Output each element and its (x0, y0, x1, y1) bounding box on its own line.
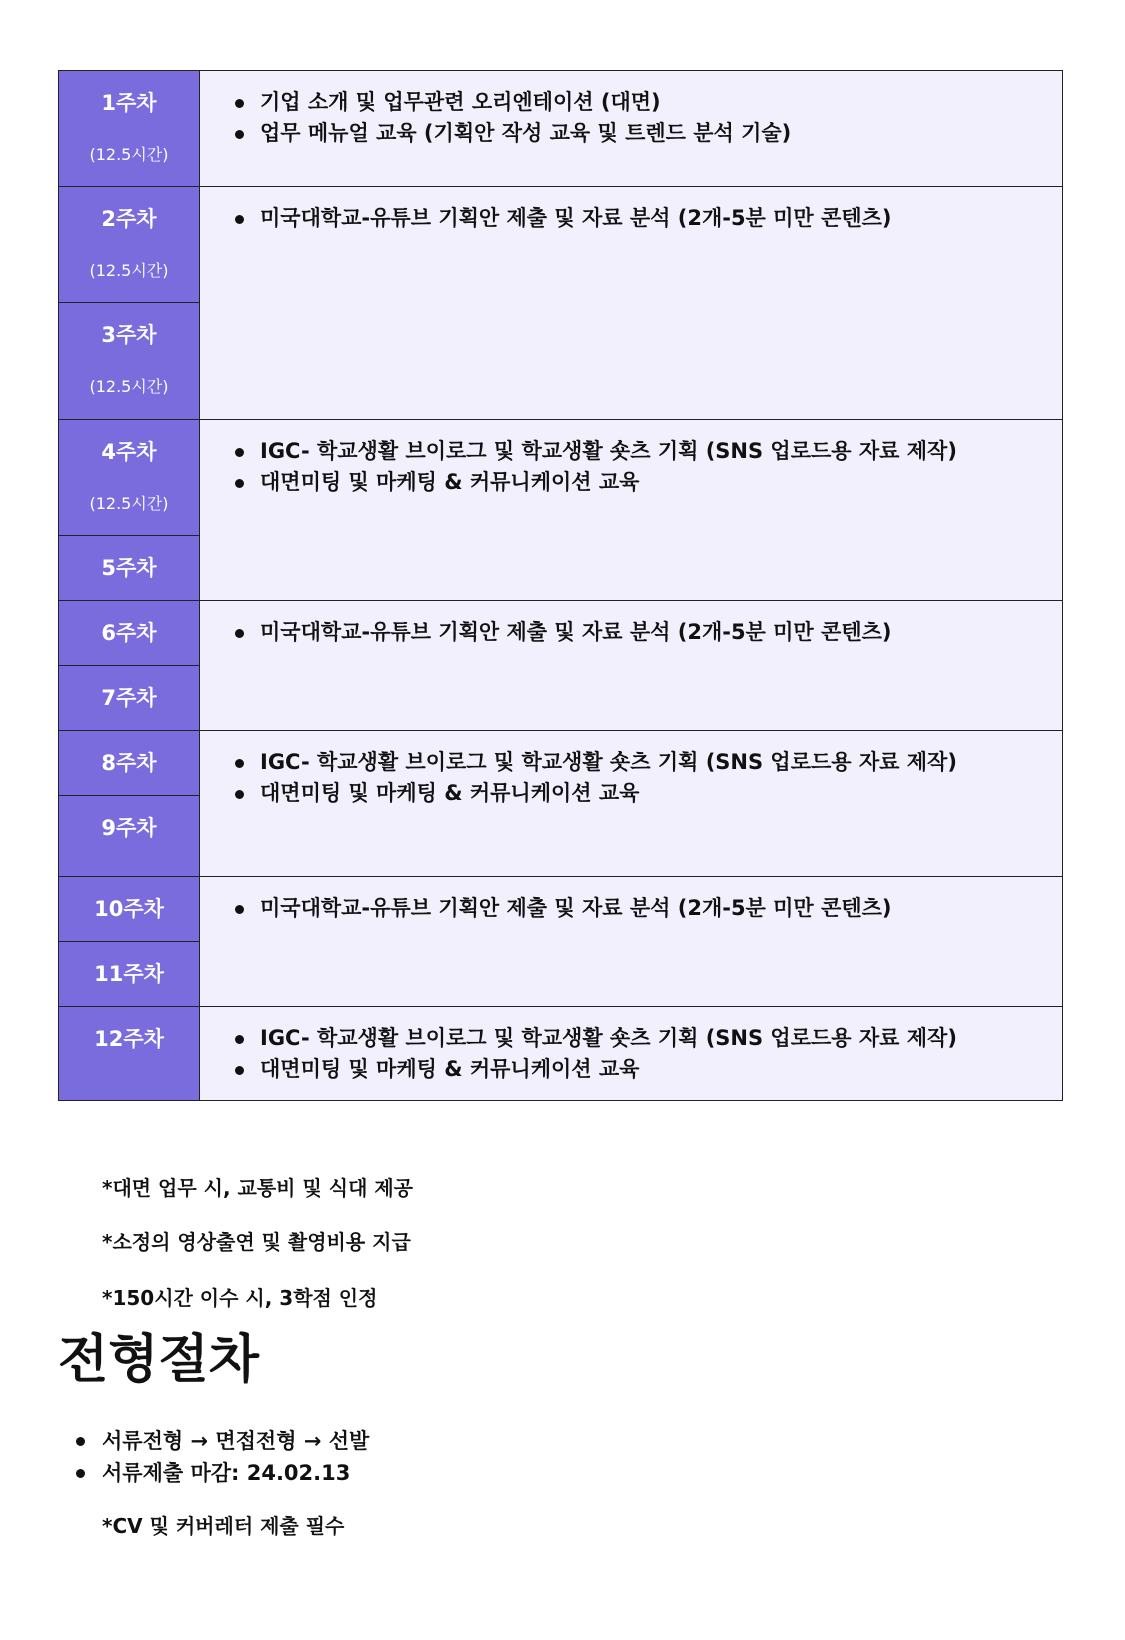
selection-steps-list (58, 1425, 369, 1489)
bullet-list (200, 71, 1062, 149)
credit-note: *150시간 이수 시, 3학점 인정 (102, 1286, 378, 1310)
list-item: IGC- 학교생활 브이로그 및 학교생활 숏츠 기획 (SNS 업로드용 자료 제작) (260, 436, 1062, 467)
list-item: 기업 소개 및 업무관련 오리엔테이션 (대면) (260, 87, 1062, 118)
week-cell (59, 420, 200, 536)
content-cell (200, 601, 1063, 731)
list-item: 업무 메뉴얼 교육 (기획안 작성 교육 및 트렌드 분석 기술) (260, 118, 1062, 149)
list-item: 서류전형 → 면접전형 → 선발 (102, 1425, 369, 1457)
week-label: 2주차 (101, 207, 157, 231)
week-cell (59, 796, 200, 877)
week-label: 11주차 (94, 962, 164, 986)
content-cell (200, 877, 1063, 1007)
bullet-list (200, 420, 1062, 498)
content-cell (200, 71, 1063, 187)
week-label: 4주차 (101, 440, 157, 464)
table-row (59, 420, 1063, 536)
bullet-list (200, 877, 1062, 924)
week-cell (59, 187, 200, 303)
list-item: 대면미팅 및 마케팅 & 커뮤니케이션 교육 (260, 778, 1062, 809)
week-label: 7주차 (101, 686, 157, 710)
schedule-table (58, 70, 1063, 1101)
table-row (59, 1007, 1063, 1101)
list-item: 미국대학교-유튜브 기획안 제출 및 자료 분석 (2개-5분 미만 콘텐츠) (260, 893, 1062, 924)
week-label: 8주차 (101, 751, 157, 775)
table-row (59, 71, 1063, 187)
list-item: 미국대학교-유튜브 기획안 제출 및 자료 분석 (2개-5분 미만 콘텐츠) (260, 617, 1062, 648)
week-label: 9주차 (101, 816, 157, 840)
table-row (59, 601, 1063, 666)
week-cell (59, 71, 200, 187)
filming-fee-note: *소정의 영상출연 및 촬영비용 지급 (102, 1230, 411, 1254)
week-hours: (12.5시간) (89, 377, 169, 396)
week-cell (59, 877, 200, 942)
bullet-list (200, 731, 1062, 809)
list-item: 서류제출 마감: 24.02.13 (102, 1457, 369, 1489)
cv-note: *CV 및 커버레터 제출 필수 (102, 1514, 345, 1538)
content-cell (200, 1007, 1063, 1101)
list-item: 대면미팅 및 마케팅 & 커뮤니케이션 교육 (260, 467, 1062, 498)
table-row (59, 877, 1063, 942)
bullet-list (200, 187, 1062, 234)
week-label: 10주차 (94, 897, 164, 921)
week-cell (59, 536, 200, 601)
week-label: 6주차 (101, 621, 157, 645)
week-hours: (12.5시간) (89, 494, 169, 513)
week-cell (59, 666, 200, 731)
week-label: 3주차 (101, 323, 157, 347)
week-cell (59, 303, 200, 420)
bullet-list (200, 601, 1062, 648)
section-heading: 전형절차 (58, 1330, 259, 1390)
week-hours: (12.5시간) (89, 261, 169, 280)
list-item: IGC- 학교생활 브이로그 및 학교생활 숏츠 기획 (SNS 업로드용 자료 제작) (260, 747, 1062, 778)
list-item: 미국대학교-유튜브 기획안 제출 및 자료 분석 (2개-5분 미만 콘텐츠) (260, 203, 1062, 234)
week-cell (59, 942, 200, 1007)
bullet-list (200, 1007, 1062, 1085)
content-cell (200, 731, 1063, 877)
week-label: 5주차 (101, 556, 157, 580)
list-item: 대면미팅 및 마케팅 & 커뮤니케이션 교육 (260, 1054, 1062, 1085)
week-label: 1주차 (101, 91, 157, 115)
week-cell (59, 1007, 200, 1101)
table-row (59, 731, 1063, 796)
content-cell (200, 420, 1063, 601)
list-item: IGC- 학교생활 브이로그 및 학교생활 숏츠 기획 (SNS 업로드용 자료 제작) (260, 1023, 1062, 1054)
transport-meal-note: *대면 업무 시, 교통비 및 식대 제공 (102, 1176, 413, 1200)
week-label: 12주차 (94, 1027, 164, 1051)
table-row (59, 187, 1063, 303)
content-cell (200, 187, 1063, 420)
week-cell (59, 731, 200, 796)
week-cell (59, 601, 200, 666)
week-hours: (12.5시간) (89, 145, 169, 164)
